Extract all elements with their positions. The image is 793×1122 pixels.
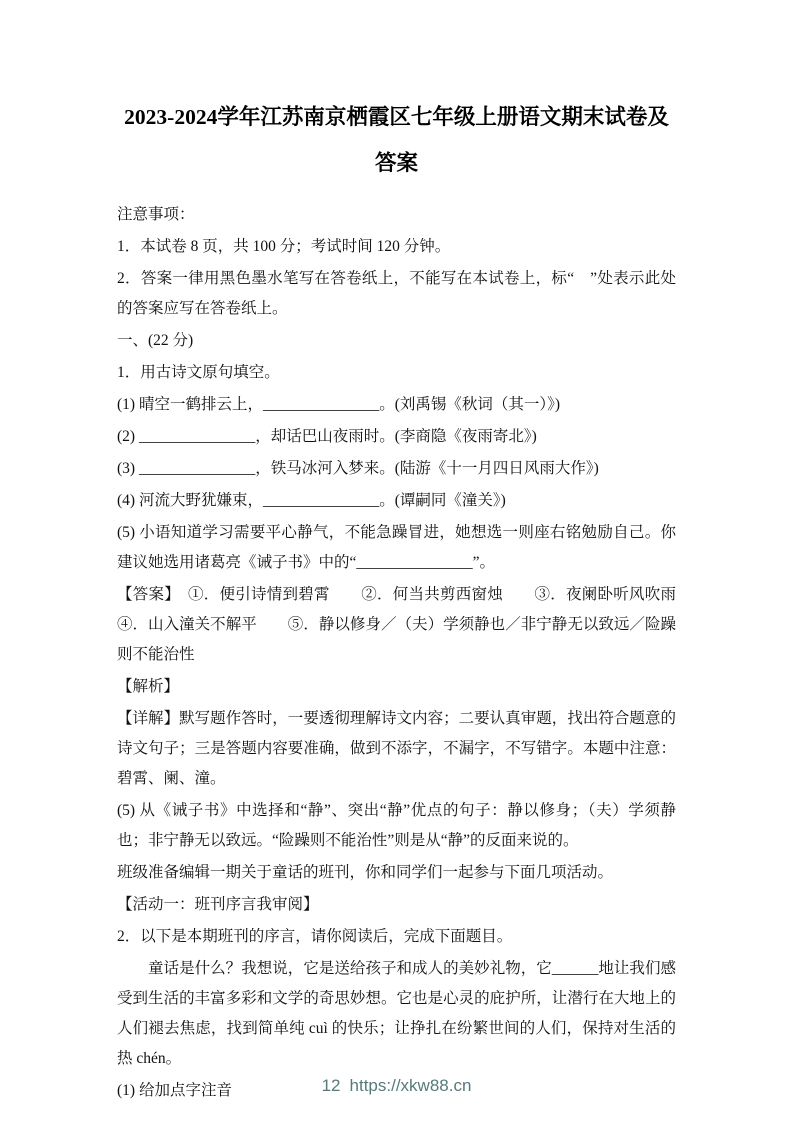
notice-item-2: 2．答案一律用黑色墨水笔写在答卷纸上，不能写在本试卷上，标“ ”处表示此处的答案应写在答卷纸上。	[117, 270, 676, 317]
activity-one-heading: 【活动一：班刊序言我审阅】	[117, 896, 319, 913]
document-title-line-1: 2023-2024学年江苏南京栖霞区七年级上册语文期末试卷及	[124, 105, 669, 129]
page-number: 12	[321, 1076, 341, 1095]
notice-item-1: 1．本试卷 8 页，共 100 分；考试时间 120 分钟。	[117, 238, 451, 255]
question-1-blank-4: (4) 河流大野犹嫌束，_______________。(谭嗣同《潼关》)	[117, 492, 506, 509]
document-body	[117, 200, 708, 1106]
page-footer	[0, 1076, 793, 1096]
activity-intro: 班级准备编辑一期关于童话的班刊，你和同学们一起参与下面几项活动。	[117, 864, 614, 881]
analysis-heading: 【解析】	[117, 678, 180, 695]
question-2-stem: 2．以下是本期班刊的序言，请你阅读后，完成下面题目。	[117, 928, 513, 945]
question-1-blank-2: (2) _______________，却话巴山夜雨时。(李商隐《夜雨寄北》)	[117, 428, 537, 445]
document-title-line-2: 答案	[374, 151, 418, 175]
answer-block: 【答案】 ①．便引诗情到碧霄 ②．何当共剪西窗烛 ③．夜阑卧听风吹雨 ④．山入潼关不解平 ⑤．静以修身／（夫）学须静也／非宁静无以致远／险躁则不能治性	[117, 586, 708, 663]
preface-passage: 童话是什么？我想说，它是送给孩子和成人的美妙礼物，它______地让我们感受到生活的丰富多彩和文学的奇思妙想。它也是心灵的庇护所，让潜行在大地上的人们褪去焦虑，找到简单纯 cuì 的快乐；让挣扎在纷繁世间的人们，保持对生活的热 chén。	[117, 960, 676, 1067]
question-1-blank-3: (3) _______________，铁马冰河入梦来。(陆游《十一月四日风雨大作》)	[117, 460, 599, 477]
footer-url[interactable]: https://xkw88.cn	[349, 1076, 472, 1095]
analysis-detail-1: 【详解】默写题作答时，一要透彻理解诗文内容；二要认真审题，找出符合题意的诗文句子；三是答题内容要准确，做到不添字，不漏字，不写错字。本题中注意：碧霄、阑、潼。	[117, 710, 676, 787]
notice-heading: 注意事项：	[117, 206, 195, 223]
question-1-blank-1: (1) 晴空一鹤排云上，_______________。(刘禹锡《秋词（其一）》)	[117, 396, 561, 413]
document-title	[117, 94, 676, 186]
section-one-heading: 一、(22 分)	[117, 332, 194, 349]
question-1-blank-5: (5) 小语知道学习需要平心静气，不能急躁冒进，她想选一则座右铭勉励自己。你建议她选用诸葛亮《诫子书》中的“_______________”。	[117, 524, 676, 571]
question-2-sub-1: (1) 给加点字注音	[117, 1082, 232, 1099]
analysis-detail-2: (5) 从《诫子书》中选择和“静”、突出“静”优点的句子：静以修身；（夫）学须静也；非宁静无以致远。“险躁则不能治性”则是从“静”的反面来说的。	[117, 802, 676, 849]
question-1-stem: 1．用古诗文原句填空。	[117, 364, 280, 381]
